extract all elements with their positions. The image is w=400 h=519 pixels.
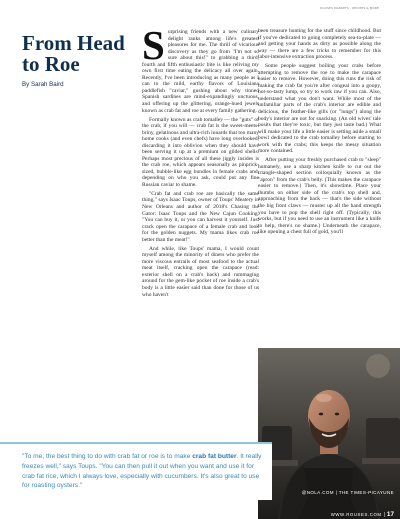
paragraph: And while, like Toups' mama, I would count myself among the minority of diners who prefer the more viscous entrails of most seafood to the actual meat itself, cracking open the carapace (read: exterior shell on a crab's back) and rummaging around for the gem-like pocket of roe inside a crab's body is a little easier said than done for those of us who haven't [142,245,259,298]
photo-credit: @NOLA.COM | THE TIMES-PICAYUNE [301,490,394,495]
pull-quote-rule [0,442,272,444]
paragraph: After putting your freshly purchased crab to "sleep" humanely, use a sharp kitchen knife to cut out the triangle-shaped section colloquially known as the "apron" from the crab's belly. (This makes the carapace easier to remove.) Then, it's showtime. Place your thumbs on either side of the crab's top shell and, approaching from the back — that's the side without the big front claws — muster up all the hand strength you have to pop the shell right off. (Typically, this works, but if you need to use an instrument like a knife to help, there's no shame.) Underneath the carapace, like opening a chest full of gold, you'll [258,157,381,236]
pull-quote-box [0,442,272,500]
paragraph-text: urprising friends with a new culinary delight ranks among life's greatest pleasures for me. The thrill of vicarious discovery as they go from "I'm not so sure about this!" to grabbing a third, fourth and fifth enthusiastic bite is like reliving my own first time eating the delicacy all over again. Recently, I've been introducing as many people as I can to the mild, earthy flavors of Louisiana paddlefish "caviar," gushing about why tinned Spanish sardines are mind-expandingly unctuous, and offering up the glittering, orange-hued jewels known as crab fat and roe at every family gathering. [142,29,259,114]
paragraph [142,29,259,114]
paragraph: been treasure hunting for the stuff since childhood. But if you've dedicated to going completely sea-to-plate — and getting your hands as dirty as possible along the way — there are a few tricks to remember for this labor-intensive extraction process. [258,28,381,61]
page-number: 17 [386,511,394,518]
footer-website: WWW.ROUSES.COM [330,512,382,517]
article-title: From Head to Roe [22,31,125,76]
pull-quote-text: "To me, the best thing to do with crab fat or roe is to make [22,453,193,460]
page-footer [300,503,394,519]
paragraph: "Crab fat and crab roe are basically the same thing," says Isaac Toups, owner of Toups' Meatery in New Orleans and author of 2018's Chasing the Gator: Isaac Toups and the New Cajun Cooking. "You can buy it, or you can harvest it yourself. Just crack open the carapace of a female crab and look for the golden nuggets. My mama likes crab roe better than the meat!" [142,190,259,243]
byline: By Sarah Baird [22,81,64,88]
paragraph: Formally known as crab tomalley — the "guts" of the crab, if you will — crab fat is the sweet-meets-briny, gelatinous and ultra-rich innards that too many home cooks (and even chefs) have long overlooked, discarding it into oblivion when they should have been serving it up at a premium on gilded shells. Perhaps most precious of all these jiggly insides is the crab roe, which appears seasonally as pinprick-sized, bubble-like egg bundles in female crabs and, depending on who you ask, could put any fine Russian caviar to shame. [142,116,259,188]
article-column-1 [142,29,259,341]
pull-quote-text: . It really freezes well," says Toups. "You can then pull it out when you want and use it for crab fat rice, which I always love, especially with cucumbers. It's also great to use for roasting oysters." [22,453,262,490]
article-column-2 [258,28,381,340]
paragraph: Some people suggest boiling your crabs before attempting to remove the roe to make the carapace easier to remove. However, doing this runs the risk of making the crab fat you're after congeal into a goopy, not-so-tasty lump, so try to work raw if you can. Also, understand what you don't want. While most of the unfamiliar parts of the crab's interior are edible and delicious, the feather-like gills (or "lungs") along the body's interior are not for snacking. (An old wives' tale posits that they're toxic, but they just taste bad.) What will make your life a little easier is setting aside a small bowl dedicated to the crab tomalley before starting to work with the crabs; this keeps the messy situation more contained. [258,63,381,155]
pull-quote-emphasis: crab fat butter [192,453,237,460]
footer-separator: | [383,512,385,518]
drop-cap: S [142,29,165,68]
pull-quote [22,452,268,491]
page-tag: ROUSES MARKETS · RECIPES & MORE [320,6,379,10]
